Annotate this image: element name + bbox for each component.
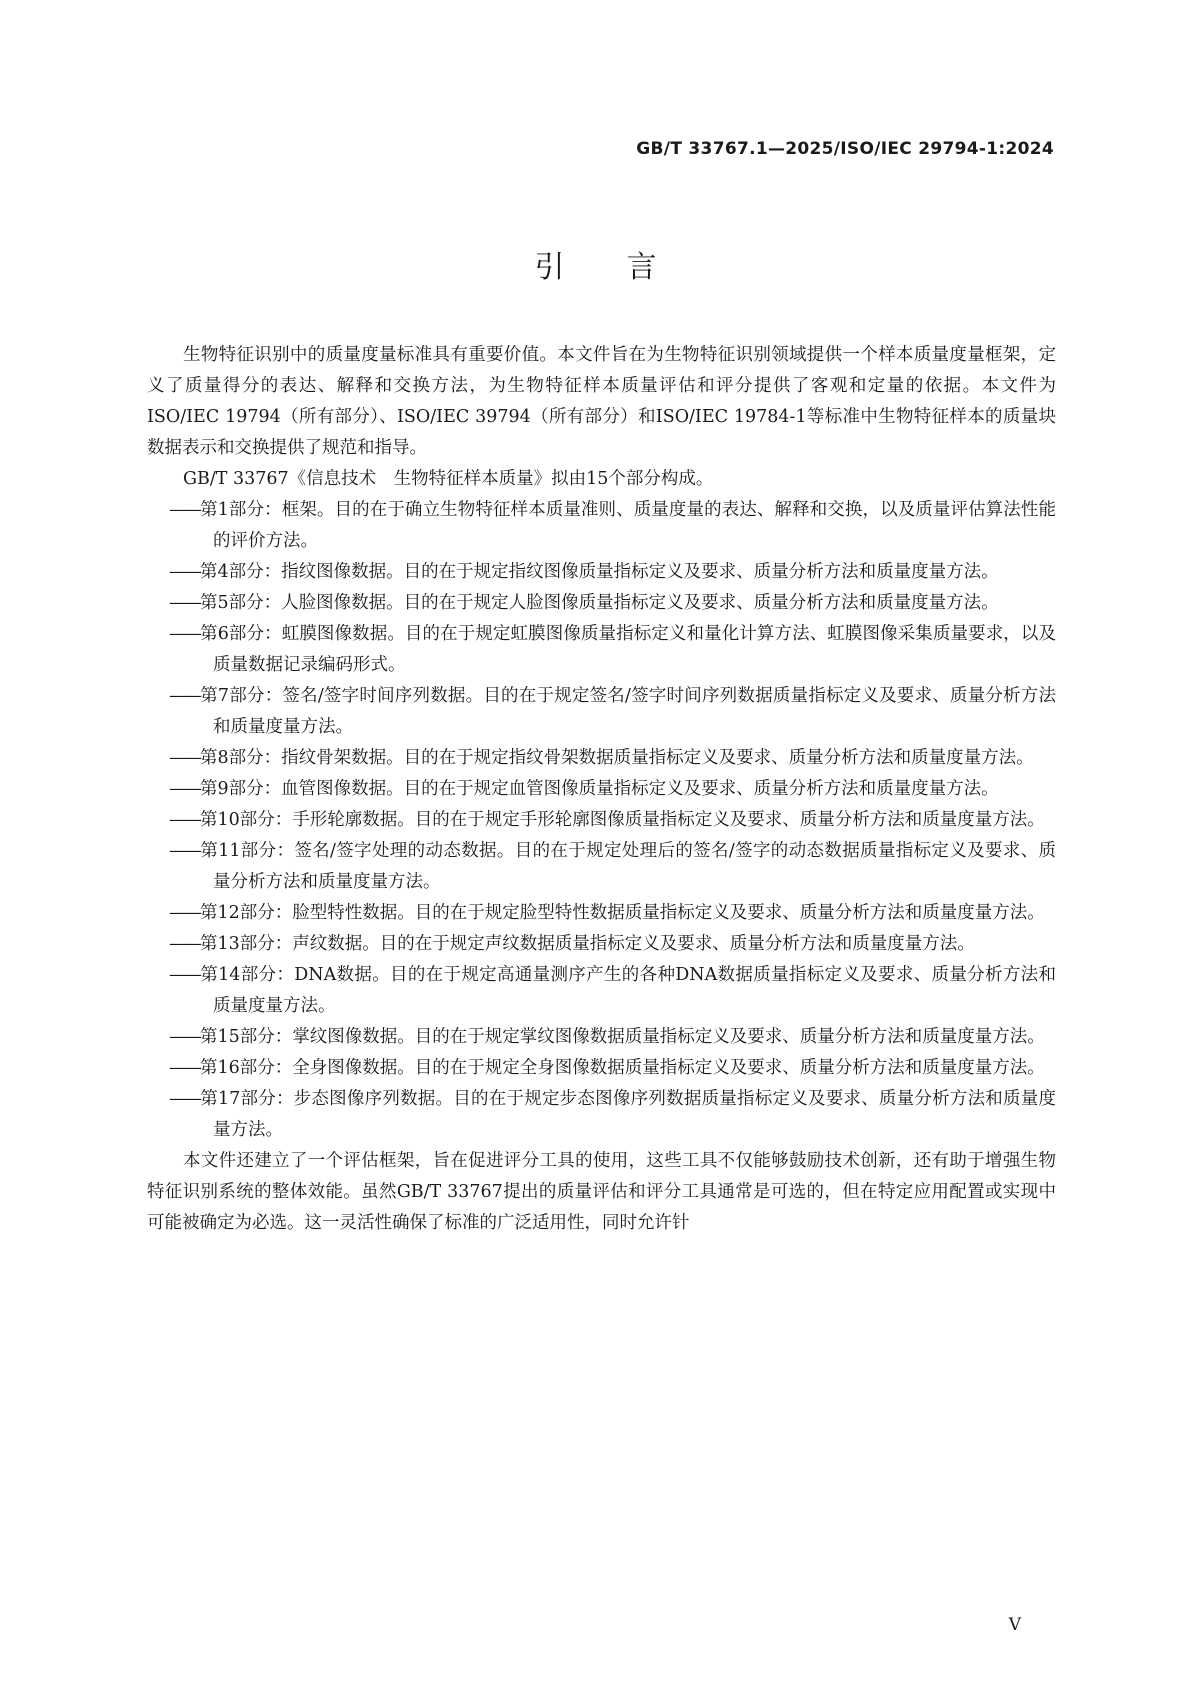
list-item (147, 1084, 1056, 1146)
list-item-text: 第5部分：人脸图像数据。目的在于规定人脸图像质量指标定义及要求、质量分析方法和质量度量方法。 (200, 593, 999, 613)
dash-marker: —— (169, 562, 200, 582)
list-item (147, 836, 1056, 898)
list-item-text: 第16部分：全身图像数据。目的在于规定全身图像数据质量指标定义及要求、质量分析方法和质量度量方法。 (200, 1058, 1045, 1078)
dash-marker: —— (169, 686, 200, 706)
list-item (147, 960, 1056, 1022)
list-item-text: 第1部分：框架。目的在于确立生物特征样本质量准则、质量度量的表达、解释和交换，以及质量评估算法性能的评价方法。 (200, 500, 1056, 551)
dash-marker: —— (169, 1089, 200, 1109)
document-body (147, 340, 1056, 1239)
dash-marker: —— (169, 500, 200, 520)
list-item-text: 第13部分：声纹数据。目的在于规定声纹数据质量指标定义及要求、质量分析方法和质量度量方法。 (200, 934, 975, 954)
list-item (147, 1022, 1056, 1053)
page-number: V (1008, 1615, 1021, 1635)
dash-marker: —— (169, 903, 200, 923)
list-item (147, 681, 1056, 743)
intro-paragraph-2: GB/T 33767《信息技术 生物特征样本质量》拟由15个部分构成。 (183, 469, 714, 489)
list-item-text: 第10部分：手形轮廓数据。目的在于规定手形轮廓图像质量指标定义及要求、质量分析方法和质量度量方法。 (200, 810, 1045, 830)
list-item (147, 805, 1056, 836)
list-item-text: 第15部分：掌纹图像数据。目的在于规定掌纹图像数据质量指标定义及要求、质量分析方法和质量度量方法。 (200, 1027, 1045, 1047)
list-item-text: 第17部分：步态图像序列数据。目的在于规定步态图像序列数据质量指标定义及要求、质量分析方法和质量度量方法。 (200, 1089, 1056, 1140)
list-item (147, 588, 1056, 619)
closing-paragraph: 本文件还建立了一个评估框架，旨在促进评分工具的使用，这些工具不仅能够鼓励技术创新，还有助于增强生物特征识别系统的整体效能。虽然GB/T 33767提出的质量评估和评分工具通常是可选的，但在特定应用配置或实现中可能被确定为必选。这一灵活性确保了标准的广泛适用性，同时允许针 (147, 1151, 1056, 1233)
list-item (147, 1053, 1056, 1084)
dash-marker: —— (169, 1058, 200, 1078)
list-item-text: 第9部分：血管图像数据。目的在于规定血管图像质量指标定义及要求、质量分析方法和质量度量方法。 (200, 779, 999, 799)
list-item (147, 898, 1056, 929)
dash-marker: —— (169, 1027, 200, 1047)
dash-marker: —— (169, 965, 200, 985)
dash-marker: —— (169, 593, 200, 613)
list-item (147, 495, 1056, 557)
dash-marker: —— (169, 779, 200, 799)
dash-marker: —— (169, 841, 200, 861)
list-item-text: 第11部分：签名/签字处理的动态数据。目的在于规定处理后的签名/签字的动态数据质量指标定义及要求、质量分析方法和质量度量方法。 (200, 841, 1056, 892)
list-item-text: 第6部分：虹膜图像数据。目的在于规定虹膜图像质量指标定义和量化计算方法、虹膜图像采集质量要求，以及质量数据记录编码形式。 (200, 624, 1056, 675)
list-item-text: 第12部分：脸型特性数据。目的在于规定脸型特性数据质量指标定义及要求、质量分析方法和质量度量方法。 (200, 903, 1045, 923)
list-item (147, 743, 1056, 774)
list-item-text: 第7部分：签名/签字时间序列数据。目的在于规定签名/签字时间序列数据质量指标定义及要求、质量分析方法和质量度量方法。 (200, 686, 1056, 737)
list-item-text: 第8部分：指纹骨架数据。目的在于规定指纹骨架数据质量指标定义及要求、质量分析方法和质量度量方法。 (200, 748, 1034, 768)
list-item (147, 557, 1056, 588)
dash-marker: —— (169, 934, 200, 954)
list-item-text: 第14部分：DNA数据。目的在于规定高通量测序产生的各种DNA数据质量指标定义及要求、质量分析方法和质量度量方法。 (200, 965, 1056, 1016)
intro-paragraph-1: 生物特征识别中的质量度量标准具有重要价值。本文件旨在为生物特征识别领域提供一个样本质量度量框架，定义了质量得分的表达、解释和交换方法，为生物特征样本质量评估和评分提供了客观和定量的依据。本文件为ISO/IEC 19794（所有部分）、ISO/IEC 39794（所有部分）和ISO/IEC 19784-1等标准中生物特征样本的质量块数据表示和交换提供了规范和指导。 (147, 345, 1056, 458)
list-item-text: 第4部分：指纹图像数据。目的在于规定指纹图像质量指标定义及要求、质量分析方法和质量度量方法。 (200, 562, 999, 582)
dash-marker: —— (169, 748, 200, 768)
list-item (147, 774, 1056, 805)
list-item (147, 619, 1056, 681)
dash-marker: —— (169, 624, 200, 644)
standard-id-header: GB/T 33767.1—2025/ISO/IEC 29794-1:2024 (636, 139, 1054, 159)
list-item (147, 929, 1056, 960)
dash-marker: —— (169, 810, 200, 830)
parts-list (147, 495, 1056, 1146)
page-title: 引言 (534, 250, 719, 285)
